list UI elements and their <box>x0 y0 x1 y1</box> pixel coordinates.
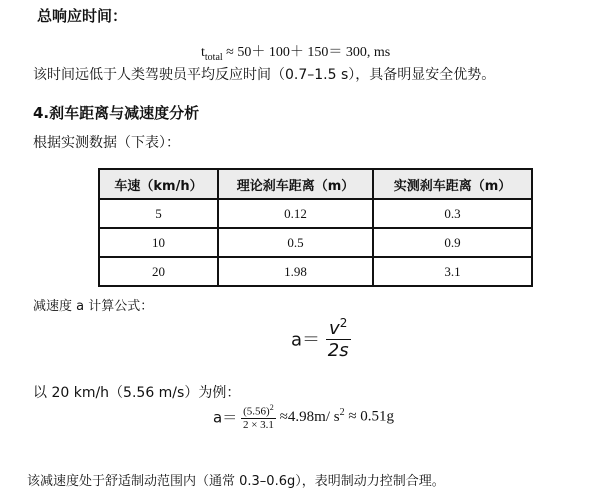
cell-theoretical: 0.12 <box>218 199 373 228</box>
cell-measured: 0.9 <box>373 228 532 257</box>
table-row <box>99 228 532 257</box>
total-response-heading: 总响应时间： <box>37 7 128 25</box>
example-approx2: ≈ 0.51g <box>344 408 395 425</box>
formula-rhs: 50＋ 100＋ 150＝ 300, ms <box>237 45 391 60</box>
decel-formula-denominator: 2s <box>327 340 349 361</box>
cell-speed: 5 <box>99 199 218 228</box>
total-time-note: 该时间远低于人类驾驶员平均反应时间（0.7–1.5 s），具备明显安全优势。 <box>33 67 496 83</box>
example-approx1 <box>280 409 345 425</box>
cell-measured: 0.3 <box>373 199 532 228</box>
decel-num-exp: 2 <box>339 316 348 330</box>
formula-t: t <box>201 45 205 60</box>
decel-formula-numerator <box>326 316 351 340</box>
formula-approx: ≈ <box>226 45 238 60</box>
table-intro: 根据实测数据（下表）： <box>33 135 180 151</box>
header-speed: 车速（km/h） <box>99 169 218 199</box>
table-header-row <box>99 169 532 199</box>
table-row <box>99 199 532 228</box>
decel-formula-lhs: a＝ <box>291 329 321 351</box>
header-theoretical: 理论刹车距离（m） <box>218 169 373 199</box>
cell-theoretical: 0.5 <box>218 228 373 257</box>
example-denominator: 2 × 3.1 <box>242 418 274 431</box>
example-numerator <box>241 403 276 419</box>
decel-intro: 减速度 a 计算公式： <box>33 299 154 314</box>
example-num-base: (5.56) <box>243 405 270 418</box>
decel-num-var: v <box>329 318 340 339</box>
cell-speed: 20 <box>99 257 218 286</box>
formula-t-sub: total <box>204 51 223 63</box>
example-calc <box>213 403 394 431</box>
example-intro: 以 20 km/h（5.56 m/s）为例： <box>33 385 241 401</box>
cell-measured: 3.1 <box>373 257 532 286</box>
example-lhs: a＝ <box>213 408 238 427</box>
conclusion: 该减速度处于舒适制动范围内（通常 0.3–0.6g），表明制动力控制合理。 <box>27 474 445 489</box>
table-row <box>99 257 532 286</box>
decel-formula-fraction <box>326 316 351 361</box>
cell-theoretical: 1.98 <box>218 257 373 286</box>
section-title: 4.刹车距离与减速度分析 <box>33 104 200 122</box>
braking-table <box>98 168 533 287</box>
total-time-formula <box>201 41 390 63</box>
header-measured: 实测刹车距离（m） <box>373 169 532 199</box>
example-num-exp: 2 <box>269 403 274 412</box>
cell-speed: 10 <box>99 228 218 257</box>
decel-formula <box>291 316 351 361</box>
example-fraction <box>241 403 276 431</box>
example-approx1-text: ≈4.98m/ s <box>279 409 340 426</box>
example-approx1-exp: 2 <box>339 407 345 419</box>
